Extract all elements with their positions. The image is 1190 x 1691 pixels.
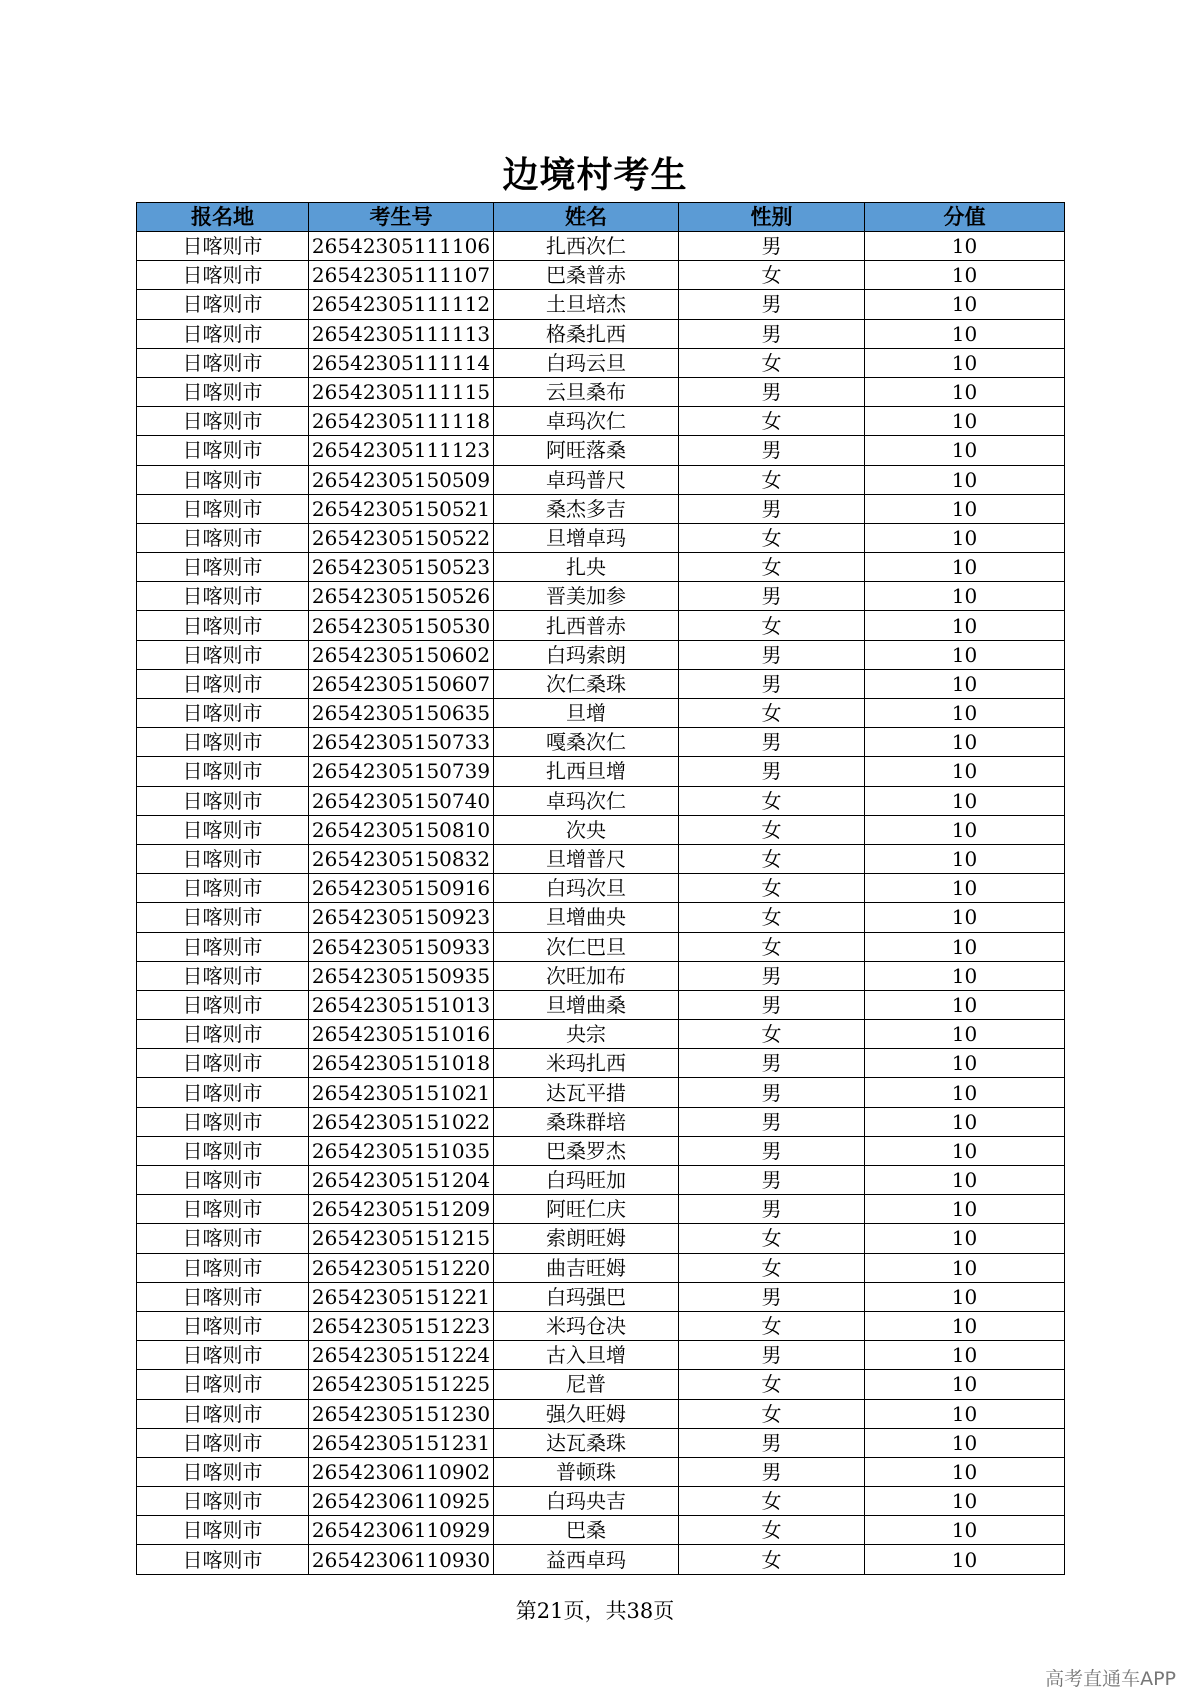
cell-candidate-number: 26542305150526 xyxy=(309,582,494,611)
cell-score: 10 xyxy=(865,757,1065,786)
cell-registration-place: 日喀则市 xyxy=(137,377,309,406)
cell-gender: 男 xyxy=(679,640,865,669)
cell-score: 10 xyxy=(865,1136,1065,1165)
cell-gender: 女 xyxy=(679,348,865,377)
table-row xyxy=(137,465,1065,494)
cell-candidate-number: 26542305151013 xyxy=(309,990,494,1019)
cell-score: 10 xyxy=(865,786,1065,815)
cell-candidate-number: 26542305111114 xyxy=(309,348,494,377)
cell-score: 10 xyxy=(865,874,1065,903)
cell-name: 达瓦桑珠 xyxy=(494,1428,679,1457)
cell-name: 扎西普赤 xyxy=(494,611,679,640)
cell-name: 强久旺姆 xyxy=(494,1399,679,1428)
cell-registration-place: 日喀则市 xyxy=(137,699,309,728)
cell-candidate-number: 26542305150739 xyxy=(309,757,494,786)
cell-name: 桑珠群培 xyxy=(494,1107,679,1136)
cell-candidate-number: 26542305150635 xyxy=(309,699,494,728)
cell-candidate-number: 26542306110929 xyxy=(309,1516,494,1545)
cell-score: 10 xyxy=(865,815,1065,844)
cell-score: 10 xyxy=(865,1020,1065,1049)
cell-registration-place: 日喀则市 xyxy=(137,903,309,932)
cell-gender: 女 xyxy=(679,611,865,640)
cell-name: 央宗 xyxy=(494,1020,679,1049)
cell-name: 白玛索朗 xyxy=(494,640,679,669)
column-header-gender: 性别 xyxy=(679,203,865,232)
cell-registration-place: 日喀则市 xyxy=(137,990,309,1019)
cell-candidate-number: 26542305150733 xyxy=(309,728,494,757)
table-row xyxy=(137,1311,1065,1340)
cell-gender: 男 xyxy=(679,990,865,1019)
cell-gender: 男 xyxy=(679,1282,865,1311)
cell-name: 桑杰多吉 xyxy=(494,494,679,523)
cell-score: 10 xyxy=(865,990,1065,1019)
cell-candidate-number: 26542305150530 xyxy=(309,611,494,640)
table-row xyxy=(137,1224,1065,1253)
cell-name: 白玛央吉 xyxy=(494,1487,679,1516)
cell-score: 10 xyxy=(865,669,1065,698)
cell-score: 10 xyxy=(865,232,1065,261)
cell-candidate-number: 26542305151220 xyxy=(309,1253,494,1282)
cell-registration-place: 日喀则市 xyxy=(137,844,309,873)
cell-registration-place: 日喀则市 xyxy=(137,1487,309,1516)
cell-name: 旦增普尺 xyxy=(494,844,679,873)
cell-gender: 男 xyxy=(679,290,865,319)
cell-candidate-number: 26542305111118 xyxy=(309,407,494,436)
cell-name: 普顿珠 xyxy=(494,1457,679,1486)
cell-gender: 女 xyxy=(679,523,865,552)
cell-registration-place: 日喀则市 xyxy=(137,961,309,990)
watermark-text: 高考直通车APP xyxy=(1045,1668,1176,1690)
cell-gender: 男 xyxy=(679,961,865,990)
table-row xyxy=(137,699,1065,728)
cell-registration-place: 日喀则市 xyxy=(137,874,309,903)
table-row xyxy=(137,553,1065,582)
cell-registration-place: 日喀则市 xyxy=(137,261,309,290)
table-row xyxy=(137,669,1065,698)
cell-gender: 男 xyxy=(679,1136,865,1165)
cell-score: 10 xyxy=(865,1195,1065,1224)
cell-gender: 男 xyxy=(679,1078,865,1107)
cell-candidate-number: 26542305150522 xyxy=(309,523,494,552)
cell-score: 10 xyxy=(865,1224,1065,1253)
cell-gender: 女 xyxy=(679,465,865,494)
table-row xyxy=(137,1195,1065,1224)
cell-registration-place: 日喀则市 xyxy=(137,436,309,465)
cell-candidate-number: 26542305150607 xyxy=(309,669,494,698)
cell-gender: 男 xyxy=(679,232,865,261)
cell-name: 格桑扎西 xyxy=(494,319,679,348)
cell-registration-place: 日喀则市 xyxy=(137,348,309,377)
cell-registration-place: 日喀则市 xyxy=(137,494,309,523)
cell-registration-place: 日喀则市 xyxy=(137,319,309,348)
cell-score: 10 xyxy=(865,319,1065,348)
cell-name: 尼普 xyxy=(494,1370,679,1399)
cell-gender: 男 xyxy=(679,582,865,611)
cell-candidate-number: 26542305111123 xyxy=(309,436,494,465)
cell-registration-place: 日喀则市 xyxy=(137,1166,309,1195)
cell-gender: 女 xyxy=(679,1224,865,1253)
cell-gender: 女 xyxy=(679,553,865,582)
cell-candidate-number: 26542305150602 xyxy=(309,640,494,669)
cell-registration-place: 日喀则市 xyxy=(137,523,309,552)
cell-gender: 男 xyxy=(679,1457,865,1486)
table-row xyxy=(137,1253,1065,1282)
table-row xyxy=(137,1078,1065,1107)
table-row xyxy=(137,1107,1065,1136)
table-row xyxy=(137,348,1065,377)
cell-score: 10 xyxy=(865,523,1065,552)
cell-registration-place: 日喀则市 xyxy=(137,669,309,698)
cell-candidate-number: 26542305150935 xyxy=(309,961,494,990)
table-row xyxy=(137,1166,1065,1195)
cell-score: 10 xyxy=(865,1282,1065,1311)
cell-name: 次央 xyxy=(494,815,679,844)
cell-name: 达瓦平措 xyxy=(494,1078,679,1107)
cell-registration-place: 日喀则市 xyxy=(137,1078,309,1107)
cell-score: 10 xyxy=(865,1428,1065,1457)
cell-candidate-number: 26542305150923 xyxy=(309,903,494,932)
table-row xyxy=(137,990,1065,1019)
cell-candidate-number: 26542305151209 xyxy=(309,1195,494,1224)
cell-gender: 男 xyxy=(679,1107,865,1136)
cell-candidate-number: 26542305111107 xyxy=(309,261,494,290)
cell-registration-place: 日喀则市 xyxy=(137,1428,309,1457)
cell-gender: 男 xyxy=(679,1049,865,1078)
table-row xyxy=(137,1341,1065,1370)
table-row xyxy=(137,611,1065,640)
cell-name: 阿旺落桑 xyxy=(494,436,679,465)
table-row xyxy=(137,261,1065,290)
cell-score: 10 xyxy=(865,582,1065,611)
cell-score: 10 xyxy=(865,932,1065,961)
cell-registration-place: 日喀则市 xyxy=(137,757,309,786)
cell-score: 10 xyxy=(865,1370,1065,1399)
cell-registration-place: 日喀则市 xyxy=(137,1253,309,1282)
cell-name: 卓玛普尺 xyxy=(494,465,679,494)
table-body xyxy=(137,232,1065,1575)
table-row xyxy=(137,757,1065,786)
cell-name: 云旦桑布 xyxy=(494,377,679,406)
cell-name: 扎西旦增 xyxy=(494,757,679,786)
table-row xyxy=(137,232,1065,261)
cell-score: 10 xyxy=(865,436,1065,465)
table-row xyxy=(137,1487,1065,1516)
cell-candidate-number: 26542306110930 xyxy=(309,1545,494,1574)
cell-gender: 男 xyxy=(679,1428,865,1457)
cell-score: 10 xyxy=(865,961,1065,990)
cell-gender: 女 xyxy=(679,1370,865,1399)
table-row xyxy=(137,1136,1065,1165)
cell-gender: 女 xyxy=(679,1311,865,1340)
cell-score: 10 xyxy=(865,407,1065,436)
table-row xyxy=(137,903,1065,932)
table-row xyxy=(137,640,1065,669)
cell-candidate-number: 26542305151204 xyxy=(309,1166,494,1195)
cell-score: 10 xyxy=(865,494,1065,523)
cell-candidate-number: 26542305150509 xyxy=(309,465,494,494)
cell-gender: 女 xyxy=(679,903,865,932)
cell-candidate-number: 26542305111112 xyxy=(309,290,494,319)
column-header-candidate-number: 考生号 xyxy=(309,203,494,232)
cell-gender: 女 xyxy=(679,1399,865,1428)
cell-candidate-number: 26542305151018 xyxy=(309,1049,494,1078)
cell-registration-place: 日喀则市 xyxy=(137,1311,309,1340)
cell-name: 卓玛次仁 xyxy=(494,407,679,436)
cell-name: 旦增曲桑 xyxy=(494,990,679,1019)
cell-registration-place: 日喀则市 xyxy=(137,407,309,436)
table-row xyxy=(137,1457,1065,1486)
cell-registration-place: 日喀则市 xyxy=(137,1282,309,1311)
cell-score: 10 xyxy=(865,553,1065,582)
cell-name: 巴桑罗杰 xyxy=(494,1136,679,1165)
cell-registration-place: 日喀则市 xyxy=(137,611,309,640)
cell-registration-place: 日喀则市 xyxy=(137,1516,309,1545)
table-row xyxy=(137,728,1065,757)
cell-candidate-number: 26542305111115 xyxy=(309,377,494,406)
cell-registration-place: 日喀则市 xyxy=(137,232,309,261)
table-row xyxy=(137,290,1065,319)
cell-gender: 男 xyxy=(679,728,865,757)
cell-name: 扎西次仁 xyxy=(494,232,679,261)
cell-gender: 女 xyxy=(679,261,865,290)
cell-gender: 男 xyxy=(679,1166,865,1195)
cell-gender: 女 xyxy=(679,815,865,844)
cell-score: 10 xyxy=(865,728,1065,757)
cell-gender: 女 xyxy=(679,786,865,815)
cell-candidate-number: 26542305150521 xyxy=(309,494,494,523)
cell-registration-place: 日喀则市 xyxy=(137,1049,309,1078)
cell-gender: 女 xyxy=(679,1516,865,1545)
cell-gender: 男 xyxy=(679,1195,865,1224)
table-row xyxy=(137,932,1065,961)
table-header-row xyxy=(137,203,1065,232)
table-row xyxy=(137,815,1065,844)
cell-gender: 女 xyxy=(679,874,865,903)
cell-gender: 男 xyxy=(679,669,865,698)
cell-registration-place: 日喀则市 xyxy=(137,1136,309,1165)
cell-name: 土旦培杰 xyxy=(494,290,679,319)
cell-gender: 男 xyxy=(679,319,865,348)
cell-name: 旦增曲央 xyxy=(494,903,679,932)
table-row xyxy=(137,1020,1065,1049)
cell-name: 米玛扎西 xyxy=(494,1049,679,1078)
cell-candidate-number: 26542305151224 xyxy=(309,1341,494,1370)
cell-gender: 女 xyxy=(679,407,865,436)
cell-candidate-number: 26542305150523 xyxy=(309,553,494,582)
cell-name: 次仁桑珠 xyxy=(494,669,679,698)
cell-score: 10 xyxy=(865,1078,1065,1107)
cell-candidate-number: 26542305150810 xyxy=(309,815,494,844)
table-row xyxy=(137,786,1065,815)
column-header-score: 分值 xyxy=(865,203,1065,232)
cell-candidate-number: 26542306110902 xyxy=(309,1457,494,1486)
cell-score: 10 xyxy=(865,640,1065,669)
cell-name: 白玛旺加 xyxy=(494,1166,679,1195)
cell-name: 白玛次旦 xyxy=(494,874,679,903)
cell-candidate-number: 26542305111113 xyxy=(309,319,494,348)
cell-score: 10 xyxy=(865,1399,1065,1428)
table-row xyxy=(137,582,1065,611)
cell-score: 10 xyxy=(865,261,1065,290)
cell-name: 次仁巴旦 xyxy=(494,932,679,961)
cell-name: 嘎桑次仁 xyxy=(494,728,679,757)
cell-registration-place: 日喀则市 xyxy=(137,1224,309,1253)
cell-name: 次旺加布 xyxy=(494,961,679,990)
cell-registration-place: 日喀则市 xyxy=(137,1195,309,1224)
cell-name: 曲吉旺姆 xyxy=(494,1253,679,1282)
cell-score: 10 xyxy=(865,611,1065,640)
cell-gender: 男 xyxy=(679,757,865,786)
table-row xyxy=(137,874,1065,903)
cell-score: 10 xyxy=(865,1166,1065,1195)
cell-name: 米玛仓决 xyxy=(494,1311,679,1340)
cell-score: 10 xyxy=(865,1107,1065,1136)
cell-gender: 女 xyxy=(679,1020,865,1049)
table-row xyxy=(137,494,1065,523)
page-number: 第21页，共38页 xyxy=(515,1599,675,1623)
cell-score: 10 xyxy=(865,844,1065,873)
cell-score: 10 xyxy=(865,1457,1065,1486)
cell-gender: 男 xyxy=(679,436,865,465)
cell-candidate-number: 26542305150916 xyxy=(309,874,494,903)
table-row xyxy=(137,523,1065,552)
column-header-name: 姓名 xyxy=(494,203,679,232)
cell-gender: 女 xyxy=(679,1545,865,1574)
table-row xyxy=(137,1049,1065,1078)
cell-candidate-number: 26542305151231 xyxy=(309,1428,494,1457)
cell-registration-place: 日喀则市 xyxy=(137,1457,309,1486)
cell-candidate-number: 26542305151230 xyxy=(309,1399,494,1428)
cell-candidate-number: 26542305151022 xyxy=(309,1107,494,1136)
cell-candidate-number: 26542305151021 xyxy=(309,1078,494,1107)
cell-registration-place: 日喀则市 xyxy=(137,465,309,494)
cell-registration-place: 日喀则市 xyxy=(137,815,309,844)
table-row xyxy=(137,961,1065,990)
table-row xyxy=(137,1282,1065,1311)
cell-registration-place: 日喀则市 xyxy=(137,582,309,611)
cell-registration-place: 日喀则市 xyxy=(137,1020,309,1049)
cell-score: 10 xyxy=(865,699,1065,728)
cell-candidate-number: 26542306110925 xyxy=(309,1487,494,1516)
table-row xyxy=(137,1428,1065,1457)
cell-candidate-number: 26542305151215 xyxy=(309,1224,494,1253)
cell-score: 10 xyxy=(865,465,1065,494)
cell-candidate-number: 26542305111106 xyxy=(309,232,494,261)
cell-candidate-number: 26542305151221 xyxy=(309,1282,494,1311)
cell-score: 10 xyxy=(865,1341,1065,1370)
cell-name: 益西卓玛 xyxy=(494,1545,679,1574)
cell-name: 索朗旺姆 xyxy=(494,1224,679,1253)
cell-registration-place: 日喀则市 xyxy=(137,1399,309,1428)
cell-name: 扎央 xyxy=(494,553,679,582)
cell-candidate-number: 26542305150933 xyxy=(309,932,494,961)
table-row xyxy=(137,1370,1065,1399)
table-row xyxy=(137,844,1065,873)
cell-score: 10 xyxy=(865,1253,1065,1282)
cell-name: 卓玛次仁 xyxy=(494,786,679,815)
cell-candidate-number: 26542305151223 xyxy=(309,1311,494,1340)
cell-name: 古入旦增 xyxy=(494,1341,679,1370)
cell-name: 白玛强巴 xyxy=(494,1282,679,1311)
cell-score: 10 xyxy=(865,1545,1065,1574)
cell-gender: 女 xyxy=(679,844,865,873)
cell-name: 旦增卓玛 xyxy=(494,523,679,552)
table-row xyxy=(137,319,1065,348)
cell-name: 白玛云旦 xyxy=(494,348,679,377)
cell-registration-place: 日喀则市 xyxy=(137,728,309,757)
cell-candidate-number: 26542305151225 xyxy=(309,1370,494,1399)
cell-registration-place: 日喀则市 xyxy=(137,290,309,319)
table-row xyxy=(137,377,1065,406)
column-header-registration-place: 报名地 xyxy=(137,203,309,232)
page-title: 边境村考生 xyxy=(502,155,688,196)
cell-score: 10 xyxy=(865,377,1065,406)
cell-name: 晋美加参 xyxy=(494,582,679,611)
cell-candidate-number: 26542305151016 xyxy=(309,1020,494,1049)
cell-name: 阿旺仁庆 xyxy=(494,1195,679,1224)
cell-candidate-number: 26542305151035 xyxy=(309,1136,494,1165)
cell-score: 10 xyxy=(865,348,1065,377)
cell-gender: 女 xyxy=(679,1487,865,1516)
cell-name: 巴桑普赤 xyxy=(494,261,679,290)
cell-registration-place: 日喀则市 xyxy=(137,786,309,815)
cell-score: 10 xyxy=(865,1049,1065,1078)
cell-score: 10 xyxy=(865,1311,1065,1340)
cell-gender: 男 xyxy=(679,377,865,406)
cell-score: 10 xyxy=(865,1487,1065,1516)
cell-candidate-number: 26542305150740 xyxy=(309,786,494,815)
cell-registration-place: 日喀则市 xyxy=(137,640,309,669)
cell-name: 巴桑 xyxy=(494,1516,679,1545)
cell-gender: 女 xyxy=(679,932,865,961)
cell-gender: 男 xyxy=(679,1341,865,1370)
cell-registration-place: 日喀则市 xyxy=(137,1107,309,1136)
cell-score: 10 xyxy=(865,1516,1065,1545)
candidate-table xyxy=(136,202,1065,1575)
cell-gender: 女 xyxy=(679,1253,865,1282)
cell-registration-place: 日喀则市 xyxy=(137,1545,309,1574)
cell-registration-place: 日喀则市 xyxy=(137,932,309,961)
cell-registration-place: 日喀则市 xyxy=(137,1341,309,1370)
table-row xyxy=(137,1516,1065,1545)
cell-gender: 女 xyxy=(679,699,865,728)
table-row xyxy=(137,1545,1065,1574)
cell-candidate-number: 26542305150832 xyxy=(309,844,494,873)
cell-name: 旦增 xyxy=(494,699,679,728)
table-row xyxy=(137,407,1065,436)
table-row xyxy=(137,1399,1065,1428)
cell-registration-place: 日喀则市 xyxy=(137,553,309,582)
cell-score: 10 xyxy=(865,290,1065,319)
cell-gender: 男 xyxy=(679,494,865,523)
table-row xyxy=(137,436,1065,465)
cell-registration-place: 日喀则市 xyxy=(137,1370,309,1399)
cell-score: 10 xyxy=(865,903,1065,932)
